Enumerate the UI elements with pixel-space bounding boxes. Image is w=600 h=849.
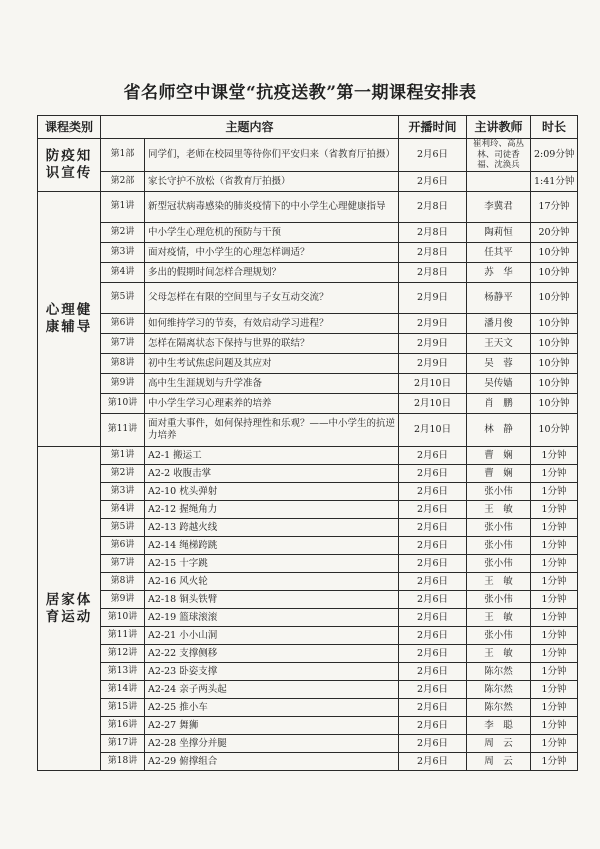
lesson-index: 第9讲	[101, 374, 145, 394]
teacher-name: 张小伟	[467, 483, 531, 501]
table-row	[38, 699, 578, 717]
lesson-topic: 怎样在隔离状态下保持与世界的联结？	[145, 334, 399, 354]
lesson-index: 第3讲	[101, 243, 145, 263]
lesson-index: 第10讲	[101, 394, 145, 414]
duration: 20分钟	[531, 223, 578, 243]
lesson-index: 第2讲	[101, 465, 145, 483]
air-date: 2月6日	[399, 753, 467, 771]
lesson-index: 第3讲	[101, 483, 145, 501]
duration: 10分钟	[531, 374, 578, 394]
category-cell: 防疫知识宣传	[38, 139, 101, 192]
duration: 1分钟	[531, 753, 578, 771]
lesson-index: 第18讲	[101, 753, 145, 771]
table-row	[38, 223, 578, 243]
teacher-name: 陈尔然	[467, 681, 531, 699]
table-row	[38, 573, 578, 591]
table-row	[38, 394, 578, 414]
table-row	[38, 663, 578, 681]
duration: 1分钟	[531, 627, 578, 645]
table-row	[38, 172, 578, 192]
teacher-name: 陈尔然	[467, 699, 531, 717]
duration: 1分钟	[531, 699, 578, 717]
lesson-topic: 父母怎样在有限的空间里与子女互动交流？	[145, 283, 399, 314]
duration: 1分钟	[531, 681, 578, 699]
air-date: 2月10日	[399, 414, 467, 447]
duration: 1分钟	[531, 519, 578, 537]
lesson-index: 第1讲	[101, 192, 145, 223]
duration: 17分钟	[531, 192, 578, 223]
lesson-index: 第10讲	[101, 609, 145, 627]
duration: 10分钟	[531, 414, 578, 447]
teacher-name: 王 敏	[467, 609, 531, 627]
duration: 10分钟	[531, 354, 578, 374]
header-teacher: 主讲教师	[467, 116, 531, 139]
lesson-index: 第7讲	[101, 334, 145, 354]
lesson-index: 第13讲	[101, 663, 145, 681]
table-row	[38, 139, 578, 172]
teacher-name: 曹 娴	[467, 447, 531, 465]
lesson-index: 第17讲	[101, 735, 145, 753]
lesson-topic: 面对重大事件，如何保持理性和乐观？——中小学生的抗逆力培养	[145, 414, 399, 447]
lesson-topic: A2-16 风火轮	[145, 573, 399, 591]
teacher-name: 曹 娴	[467, 465, 531, 483]
lesson-topic: A2-15 十字跳	[145, 555, 399, 573]
table-row	[38, 627, 578, 645]
lesson-index: 第6讲	[101, 537, 145, 555]
teacher-name: 杨静平	[467, 283, 531, 314]
lesson-topic: A2-1 搬运工	[145, 447, 399, 465]
lesson-topic: A2-2 收腹击掌	[145, 465, 399, 483]
lesson-topic: 初中生考试焦虑问题及其应对	[145, 354, 399, 374]
air-date: 2月8日	[399, 263, 467, 283]
air-date: 2月6日	[399, 627, 467, 645]
lesson-index: 第14讲	[101, 681, 145, 699]
table-row	[38, 334, 578, 354]
duration: 10分钟	[531, 243, 578, 263]
teacher-name: 张小伟	[467, 519, 531, 537]
lesson-topic: 高中生生涯规划与升学准备	[145, 374, 399, 394]
table-row	[38, 591, 578, 609]
air-date: 2月10日	[399, 394, 467, 414]
table-row	[38, 735, 578, 753]
lesson-topic: A2-19 篮球滚滚	[145, 609, 399, 627]
lesson-index: 第12讲	[101, 645, 145, 663]
air-date: 2月8日	[399, 243, 467, 263]
lesson-topic: A2-24 亲子两头起	[145, 681, 399, 699]
air-date: 2月9日	[399, 283, 467, 314]
air-date: 2月6日	[399, 699, 467, 717]
lesson-topic: A2-28 坐撑分并腿	[145, 735, 399, 753]
table-row	[38, 717, 578, 735]
teacher-name: 张小伟	[467, 537, 531, 555]
duration: 10分钟	[531, 283, 578, 314]
lesson-topic: A2-18 铜头铁臂	[145, 591, 399, 609]
lesson-index: 第8讲	[101, 354, 145, 374]
table-row	[38, 753, 578, 771]
category-cell: 心理健康辅导	[38, 192, 101, 447]
table-row	[38, 465, 578, 483]
table-row	[38, 483, 578, 501]
lesson-topic: 如何维持学习的节奏，有效启动学习进程？	[145, 314, 399, 334]
air-date: 2月6日	[399, 735, 467, 753]
table-row	[38, 192, 578, 223]
duration: 1:41分钟	[531, 172, 578, 192]
air-date: 2月10日	[399, 374, 467, 394]
lesson-index: 第4讲	[101, 263, 145, 283]
header-duration: 时长	[531, 116, 578, 139]
air-date: 2月9日	[399, 334, 467, 354]
duration: 10分钟	[531, 334, 578, 354]
air-date: 2月6日	[399, 483, 467, 501]
teacher-name: 张小伟	[467, 555, 531, 573]
teacher-name: 张小伟	[467, 591, 531, 609]
duration: 1分钟	[531, 609, 578, 627]
table-row	[38, 537, 578, 555]
header-row	[38, 116, 578, 139]
air-date: 2月6日	[399, 172, 467, 192]
lesson-index: 第11讲	[101, 414, 145, 447]
category-cell: 居家体育运动	[38, 447, 101, 771]
lesson-topic: 新型冠状病毒感染的肺炎疫情下的中小学生心理健康指导	[145, 192, 399, 223]
air-date: 2月6日	[399, 139, 467, 172]
lesson-index: 第6讲	[101, 314, 145, 334]
lesson-index: 第9讲	[101, 591, 145, 609]
lesson-topic: A2-25 推小车	[145, 699, 399, 717]
table-row	[38, 374, 578, 394]
lesson-topic: A2-29 俯撑组合	[145, 753, 399, 771]
teacher-name: 王 敏	[467, 501, 531, 519]
header-date: 开播时间	[399, 116, 467, 139]
duration: 1分钟	[531, 501, 578, 519]
teacher-name: 周 云	[467, 735, 531, 753]
teacher-name: 陈尔然	[467, 663, 531, 681]
duration: 1分钟	[531, 555, 578, 573]
table-row	[38, 263, 578, 283]
header-category: 课程类别	[38, 116, 101, 139]
schedule-table	[37, 115, 578, 771]
table-row	[38, 681, 578, 699]
lesson-topic: 中小学生心理危机的预防与干预	[145, 223, 399, 243]
duration: 10分钟	[531, 263, 578, 283]
duration: 1分钟	[531, 465, 578, 483]
table-row	[38, 283, 578, 314]
teacher-name: 肖 鹏	[467, 394, 531, 414]
table-row	[38, 645, 578, 663]
teacher-name: 潘月俊	[467, 314, 531, 334]
table-row	[38, 555, 578, 573]
duration: 1分钟	[531, 573, 578, 591]
air-date: 2月9日	[399, 354, 467, 374]
lesson-index: 第4讲	[101, 501, 145, 519]
lesson-index: 第5讲	[101, 283, 145, 314]
air-date: 2月6日	[399, 555, 467, 573]
teacher-name: 苏 华	[467, 263, 531, 283]
lesson-topic: 家长守护不放松（省教育厅拍摄）	[145, 172, 399, 192]
teacher-name: 陶莉恒	[467, 223, 531, 243]
duration: 1分钟	[531, 483, 578, 501]
lesson-topic: 中小学生学习心理素养的培养	[145, 394, 399, 414]
teacher-name	[467, 172, 531, 192]
lesson-topic: A2-12 握绳角力	[145, 501, 399, 519]
air-date: 2月6日	[399, 645, 467, 663]
air-date: 2月9日	[399, 314, 467, 334]
lesson-index: 第1讲	[101, 447, 145, 465]
header-topic: 主题内容	[101, 116, 399, 139]
air-date: 2月6日	[399, 609, 467, 627]
duration: 1分钟	[531, 663, 578, 681]
table-row	[38, 609, 578, 627]
air-date: 2月6日	[399, 663, 467, 681]
air-date: 2月6日	[399, 717, 467, 735]
teacher-name: 李 聪	[467, 717, 531, 735]
air-date: 2月8日	[399, 192, 467, 223]
lesson-index: 第1部	[101, 139, 145, 172]
teacher-name: 李冀君	[467, 192, 531, 223]
duration: 1分钟	[531, 717, 578, 735]
duration: 1分钟	[531, 447, 578, 465]
duration: 1分钟	[531, 645, 578, 663]
air-date: 2月6日	[399, 681, 467, 699]
lesson-topic: A2-22 支撑侧移	[145, 645, 399, 663]
air-date: 2月6日	[399, 591, 467, 609]
table-row	[38, 314, 578, 334]
air-date: 2月8日	[399, 223, 467, 243]
page-title: 省名师空中课堂“抗疫送教”第一期课程安排表	[123, 83, 477, 103]
table-row	[38, 243, 578, 263]
duration: 10分钟	[531, 394, 578, 414]
air-date: 2月6日	[399, 573, 467, 591]
teacher-name: 王 敏	[467, 573, 531, 591]
duration: 1分钟	[531, 735, 578, 753]
air-date: 2月6日	[399, 519, 467, 537]
lesson-index: 第16讲	[101, 717, 145, 735]
lesson-index: 第8讲	[101, 573, 145, 591]
teacher-name: 崔利玲、高丛林、司徒香福、沈涣兵	[467, 139, 531, 172]
lesson-topic: A2-14 绳梯跨跳	[145, 537, 399, 555]
lesson-topic: A2-13 跨越火线	[145, 519, 399, 537]
duration: 1分钟	[531, 591, 578, 609]
duration: 10分钟	[531, 314, 578, 334]
teacher-name: 周 云	[467, 753, 531, 771]
lesson-index: 第2部	[101, 172, 145, 192]
lesson-index: 第5讲	[101, 519, 145, 537]
lesson-topic: A2-27 舞狮	[145, 717, 399, 735]
air-date: 2月6日	[399, 447, 467, 465]
lesson-topic: 同学们，老师在校园里等待你们平安归来（省教育厅拍摄）	[145, 139, 399, 172]
teacher-name: 张小伟	[467, 627, 531, 645]
lesson-topic: A2-10 枕头弹射	[145, 483, 399, 501]
teacher-name: 王 敏	[467, 645, 531, 663]
teacher-name: 吴传嫱	[467, 374, 531, 394]
table-row	[38, 519, 578, 537]
lesson-index: 第2讲	[101, 223, 145, 243]
teacher-name: 任其平	[467, 243, 531, 263]
lesson-topic: A2-23 卧姿支撑	[145, 663, 399, 681]
lesson-index: 第7讲	[101, 555, 145, 573]
lesson-topic: 面对疫情，中小学生的心理怎样调适？	[145, 243, 399, 263]
air-date: 2月6日	[399, 501, 467, 519]
table-row	[38, 447, 578, 465]
table-row	[38, 501, 578, 519]
duration: 2:09分钟	[531, 139, 578, 172]
teacher-name: 王天文	[467, 334, 531, 354]
lesson-index: 第15讲	[101, 699, 145, 717]
table-row	[38, 354, 578, 374]
lesson-topic: 多出的假期时间怎样合理规划？	[145, 263, 399, 283]
lesson-index: 第11讲	[101, 627, 145, 645]
air-date: 2月6日	[399, 537, 467, 555]
teacher-name: 吴 蓉	[467, 354, 531, 374]
table-row	[38, 414, 578, 447]
air-date: 2月6日	[399, 465, 467, 483]
lesson-topic: A2-21 小小山洞	[145, 627, 399, 645]
duration: 1分钟	[531, 537, 578, 555]
teacher-name: 林 静	[467, 414, 531, 447]
